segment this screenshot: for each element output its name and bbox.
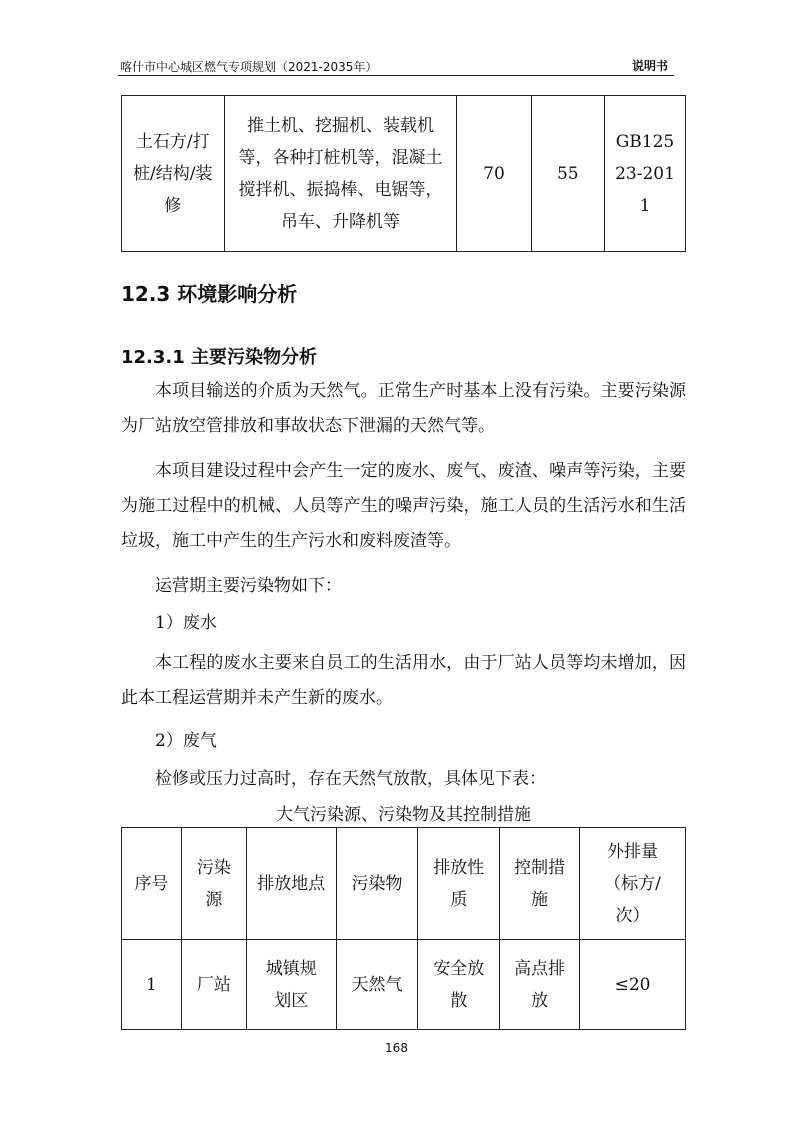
list-label: 2）废气 bbox=[155, 731, 217, 751]
noise-equipment-table bbox=[121, 95, 686, 252]
column-header: 污染源 bbox=[181, 828, 246, 940]
table-cell: 高点排放 bbox=[500, 940, 580, 1030]
column-header: 控制措施 bbox=[500, 828, 580, 940]
table-cell: ≤20 bbox=[580, 940, 686, 1030]
paragraph: 本项目输送的介质为天然气。正常生产时基本上没有污染。主要污染源为厂站放空管排放和事故状态下泄漏的天然气等。 bbox=[121, 381, 686, 436]
table-cell: 天然气 bbox=[336, 940, 418, 1030]
header-rule bbox=[118, 75, 674, 76]
section-heading: 12.3 环境影响分析 bbox=[121, 282, 298, 306]
column-header: 排放地点 bbox=[246, 828, 336, 940]
table-cell: 城镇规划区 bbox=[246, 940, 336, 1030]
air-pollution-table bbox=[121, 827, 686, 1030]
document-type: 说明书 bbox=[631, 59, 668, 73]
list-label: 1）废水 bbox=[155, 613, 217, 633]
table-header-row bbox=[122, 828, 686, 940]
table-cell: 厂站 bbox=[181, 940, 246, 1030]
paragraph: 本工程的废水主要来自员工的生活用水，由于厂站人员等均未增加，因此本工程运营期并未产生新的废水。 bbox=[121, 653, 686, 708]
nighttime-limit-cell: 55 bbox=[531, 96, 604, 252]
paragraph: 本项目建设过程中会产生一定的废水、废气、废渣、噪声等污染，主要为施工过程中的机械、人员等产生的噪声污染，施工人员的生活污水和生活垃圾，施工中产生的生产污水和废料废渣等。 bbox=[121, 461, 686, 551]
column-header: 序号 bbox=[122, 828, 182, 940]
table-row bbox=[122, 96, 686, 252]
table-cell: 安全放散 bbox=[418, 940, 500, 1030]
document-title: 喀什市中心城区燃气专项规划（2021-2035年） bbox=[120, 60, 378, 74]
equipment-cell: 推土机、挖掘机、装载机等，各种打桩机等，混凝土搅拌机、振捣棒、电锯等，吊车、升降机等 bbox=[224, 96, 457, 252]
column-header: 外排量（标方/次） bbox=[580, 828, 686, 940]
page-header bbox=[118, 52, 674, 76]
table-row bbox=[122, 940, 686, 1030]
construction-stage-cell: 土石方/打桩/结构/装修 bbox=[122, 96, 225, 252]
column-header: 排放性质 bbox=[418, 828, 500, 940]
table-cell: 1 bbox=[122, 940, 182, 1030]
paragraph: 检修或压力过高时，存在天然气放散，具体见下表： bbox=[155, 769, 546, 789]
standard-cell: GB12523-2011 bbox=[604, 96, 685, 252]
column-header: 污染物 bbox=[336, 828, 418, 940]
subsection-heading: 12.3.1 主要污染物分析 bbox=[121, 347, 318, 368]
daytime-limit-cell: 70 bbox=[457, 96, 531, 252]
page-number: 168 bbox=[385, 1041, 408, 1055]
paragraph: 运营期主要污染物如下： bbox=[155, 576, 342, 596]
table-caption: 大气污染源、污染物及其控制措施 bbox=[276, 805, 531, 825]
